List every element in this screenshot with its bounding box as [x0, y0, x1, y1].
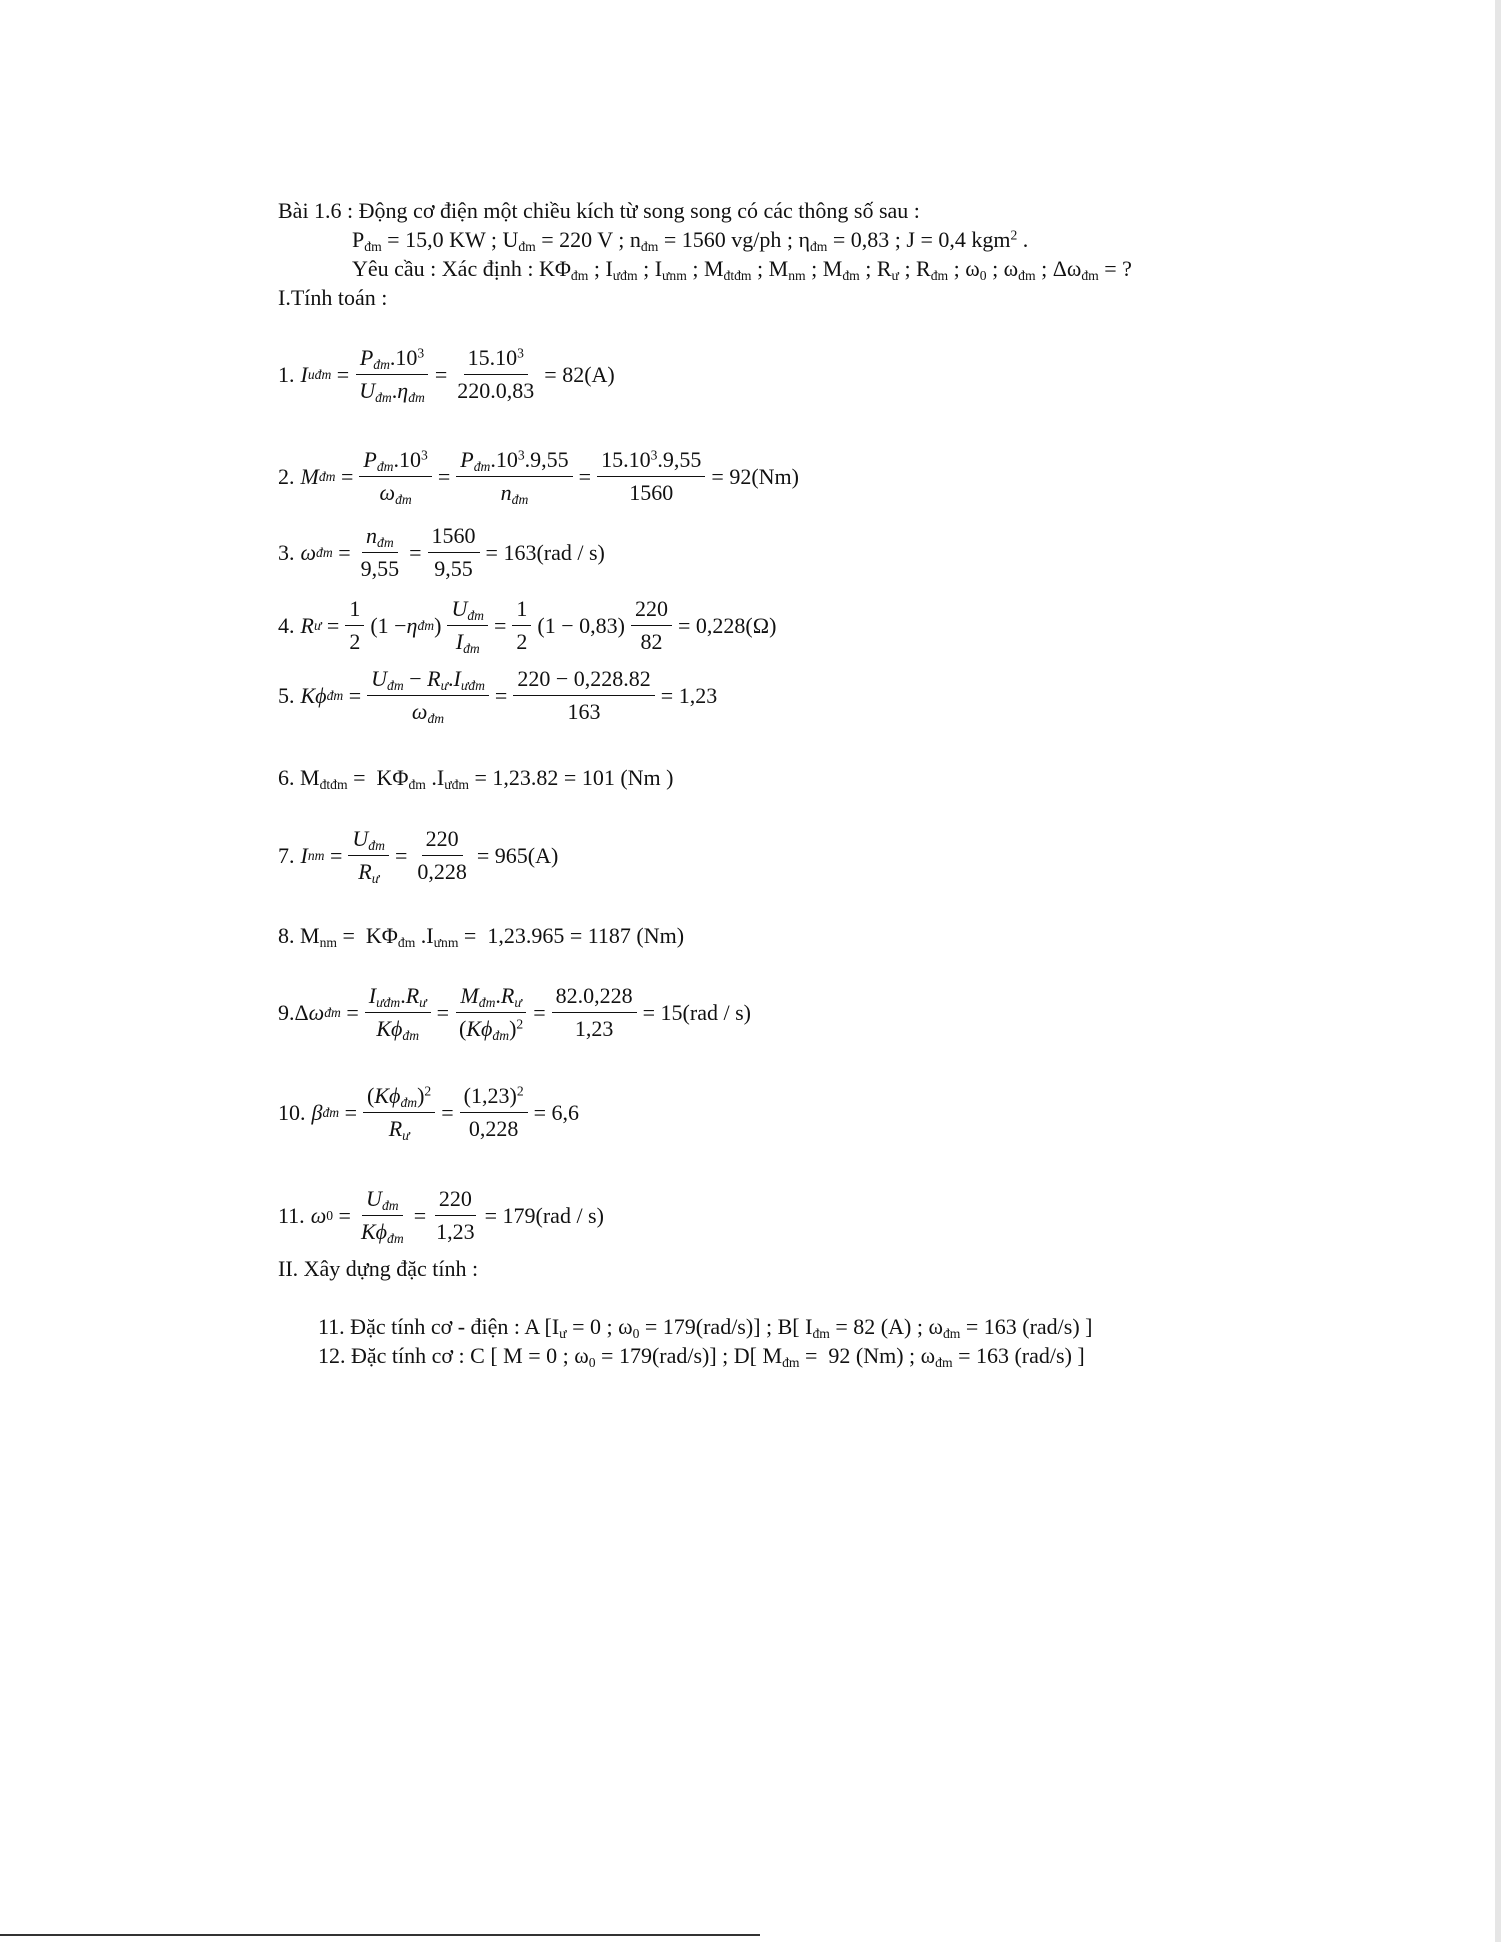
- step-label: 9.: [278, 999, 295, 1025]
- step-label: 10.: [278, 1099, 306, 1125]
- step-6: 6. $M_{đtđm} = K\Phi_{đm}$ $.I_{ưđm} = 1,23.82 = 101$ (Nm ): [278, 765, 674, 792]
- step-8: 8. $M_{nm} = K\Phi_{đm}$ $.I_{ưnm} = 1,23.965 = 1187$ (Nm): [278, 923, 685, 950]
- step-label: 1.: [278, 361, 295, 387]
- step-label: 4.: [278, 612, 295, 638]
- step-result: 92(Nm): [729, 463, 799, 489]
- step-result: 15(rad / s): [660, 999, 751, 1025]
- step-11: 11. ω 0 = $\frac{U_{đm}}{K\phi_{đm}}$ = $\frac{220}{1,23}$ = 179(rad / s): [278, 1186, 604, 1246]
- characteristic-label: 11. Đặc tính cơ - điện :: [318, 1314, 521, 1339]
- step-label: 7.: [278, 842, 295, 868]
- step-label: 2.: [278, 463, 295, 489]
- step-label: 11.: [278, 1202, 305, 1228]
- requirement-line: Yêu cầu : Xác định : $K\Phi_{đm}$ ; $I_{ưđm}$ ; $I_{ưnm}$ ; $M_{đtđm}$ ; $M_{nm}$ ; $M_{đm}$ ; $R_ư$ ; $R_{đm}$ ; $\omega_0$ ; $\omega_{đm}$ ; $\Delta\omega_{đm}$ = ?: [352, 256, 1132, 283]
- step-result: 6,6: [551, 1099, 580, 1125]
- step-3: 3. ω đm = $\frac{n_{đm}}{9,55}$ = $\frac{1560}{9,55}$ = 163(rad / s): [278, 523, 605, 581]
- step-10: 10. β đm = $\frac{(K\phi_{đm})^2}{R_ư}$ = $\frac{(1,23)^2}{0,228}$ = 6,6: [278, 1083, 580, 1143]
- step-result: 0,228(Ω): [695, 612, 777, 638]
- problem-title: Bài 1.6 : Động cơ điện một chiều kích từ song song có các thông số sau :: [278, 198, 920, 223]
- step-1: 1. I uđm = $\frac{P_{đm}.10^3}{U_{đm}.\eta_{đm}}$ = $\frac{15.10^3}{220.0,83}$ = 82(A): [278, 345, 615, 405]
- characteristic-label: 12. Đặc tính cơ :: [318, 1343, 465, 1368]
- step-9: 9. Δ ω đm = $\frac{I_{ưđm}.R_ư}{K\phi_{đm}}$ = $\frac{M_{đm}.R_ư}{(K\phi_{đm})^2}$ = $\frac{82.0,228}{1,23}$ = 15(rad / s): [278, 983, 751, 1043]
- step-4: 4. R ư = $\frac{1}{2}$ (1 − η đm ) $\frac{U_{đm}}{I_{đm}}$ = $\frac{1}{2}$ (1 − 0,83) $\frac{220}{82}$ = 0,228(Ω): [278, 596, 777, 656]
- params-line: $P_{đm} = 15,0$ KW ; $U_{đm} = 220$ V ; $n_{đm} = 1560$ vg/ph ; $\eta_{đm} = 0,83$ ; J = 0,4 kgm$^2$ .: [352, 227, 1029, 254]
- step-7: 7. I nm = $\frac{U_{đm}}{R_ư}$ = $\frac{220}{0,228}$ = 965(A): [278, 826, 559, 886]
- step-result: 965(A): [494, 842, 559, 868]
- step-result: 1187 (Nm): [587, 923, 685, 948]
- requirement-prefix: Yêu cầu : Xác định :: [352, 256, 534, 281]
- characteristic-1: 11. Đặc tính cơ - điện : A [$I_ư = 0$ ; $\omega_0 = 179(rad/s)$] ; B[ $I_{đm} = 82$ (A) ; $\omega_{đm} = 163$ (rad/s) ]: [318, 1314, 1093, 1341]
- page-edge-right: [1495, 0, 1501, 1942]
- step-2: 2. M đm = $\frac{P_{đm}.10^3}{\omega_{đm}}$ = $\frac{P_{đm}.10^3.9,55}{n_{đm}}$ = $\frac{15.10^3.9,55}{1560}$ = 92(Nm): [278, 447, 799, 507]
- step-result: 82(A): [562, 361, 615, 387]
- step-result: 1,23: [678, 682, 718, 708]
- step-label: 6.: [278, 765, 295, 790]
- section-build: II. Xây dựng đặc tính :: [278, 1256, 479, 1281]
- step-label: 5.: [278, 682, 295, 708]
- step-result: 179(rad / s): [502, 1202, 604, 1228]
- section-calc: I.Tính toán :: [278, 285, 388, 310]
- page-edge-bottom: [0, 1934, 760, 1936]
- step-label: 3.: [278, 539, 295, 565]
- characteristic-2: 12. Đặc tính cơ : C [ M = 0 ; $\omega_0 = 179(rad/s)$] ; D[ $M_{đm} = 92$ (Nm) ; $\omega_{đm} = 163$ (rad/s) ]: [318, 1343, 1085, 1370]
- step-result: 163(rad / s): [503, 539, 605, 565]
- step-result: 101 (Nm ): [581, 765, 674, 790]
- step-5: 5. Kϕ đm = $\frac{U_{đm} - R_ư.I_{ưđm}}{\omega_{đm}}$ = $\frac{220 - 0,228.82}{163}$ = 1,23: [278, 666, 718, 726]
- step-label: 8.: [278, 923, 295, 948]
